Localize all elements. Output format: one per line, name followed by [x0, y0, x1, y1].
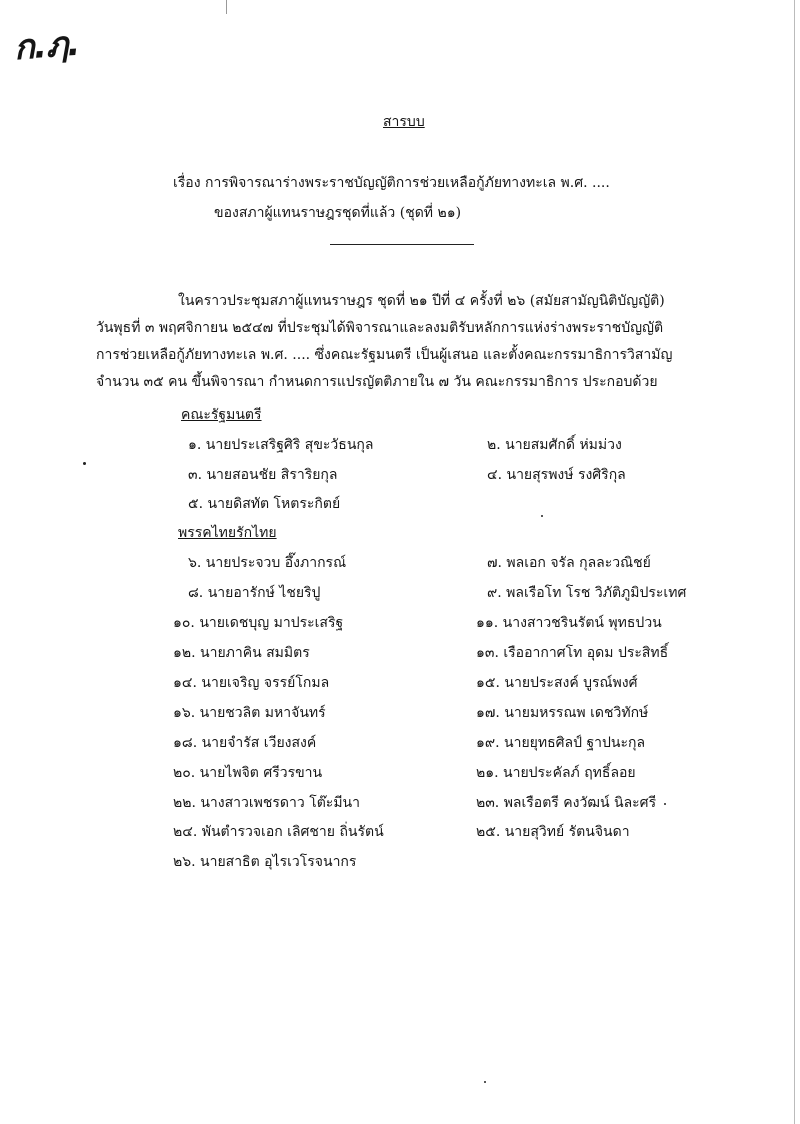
document-title: สารบบ [383, 114, 425, 130]
member-item: ๕. นายดิสทัต โหตระกิตย์ [188, 496, 341, 512]
separator-line [330, 244, 474, 245]
member-item: ๗. พลเอก จรัล กุลละวณิชย์ [487, 555, 651, 571]
member-item: ๒๕. นายสุวิทย์ รัตนจินดา [476, 824, 630, 840]
scan-speck [83, 462, 86, 465]
paragraph-line: วันพุธที่ ๓ พฤศจิกายน ๒๕๔๗ ที่ประชุมได้พิจารณาและลงมติรับหลักการแห่งร่างพระราชบัญญัติ [96, 320, 664, 336]
member-item: ๑๒. นายภาคิน สมมิตร [173, 645, 310, 661]
member-item: ๖. นายประจวบ อึ๊งภากรณ์ [188, 555, 347, 571]
handwritten-mark: ก.ฦ. [12, 23, 81, 69]
paragraph-line: ในคราวประชุมสภาผู้แทนราษฎร ชุดที่ ๒๑ ปีที่ ๔ ครั้งที่ ๒๖ (สมัยสามัญนิติบัญญัติ) [178, 293, 665, 309]
member-item: ๑๐. นายเดชบุญ มาประเสริฐ [173, 615, 344, 631]
group-heading-party: พรรคไทยรักไทย [178, 525, 277, 541]
group-heading-cabinet: คณะรัฐมนตรี [181, 407, 262, 423]
member-item: ๙. พลเรือโท โรช วิภัติภูมิประเทศ [487, 585, 687, 601]
member-item: ๑. นายประเสริฐศิริ สุขะวัธนกุล [188, 437, 374, 453]
member-item: ๑๙. นายยุทธศิลป์ ฐาปนะกุล [476, 735, 646, 751]
scan-speck [484, 1081, 486, 1083]
member-item: ๑๕. นายประสงค์ บูรณ์พงศ์ [476, 675, 638, 691]
scan-speck [541, 515, 543, 517]
member-item: ๘. นายอารักษ์ ไชยริปู [188, 585, 321, 601]
member-item: ๒๐. นายไพจิต ศรีวรขาน [173, 765, 323, 781]
scan-right-edge [794, 0, 795, 1124]
body-paragraph [96, 288, 696, 396]
member-item: ๒๑. นายประคัลภ์ ฤทธิ์ลอย [476, 765, 636, 781]
paragraph-line: การช่วยเหลือกู้ภัยทางทะเล พ.ศ. .... ซึ่งคณะรัฐมนตรี เป็นผู้เสนอ และตั้งคณะกรรมาธิการวิสามัญ [96, 347, 673, 363]
scan-speck [664, 803, 666, 805]
member-item: ๒. นายสมศักดิ์ ห่มม่วง [487, 437, 622, 453]
member-item: ๒๒. นางสาวเพชรดาว โต๊ะมีนา [173, 795, 360, 811]
subject-line-1: เรื่อง การพิจารณาร่างพระราชบัญญัติการช่วยเหลือกู้ภัยทางทะเล พ.ศ. .... [173, 175, 610, 191]
member-item: ๒๖. นายสาธิต อุไรเวโรจนากร [173, 854, 357, 870]
subject-line-2: ของสภาผู้แทนราษฎรชุดที่แล้ว (ชุดที่ ๒๑) [214, 205, 462, 221]
member-item: ๑๖. นายชวลิต มหาจันทร์ [173, 705, 326, 721]
member-item: ๔. นายสุรพงษ์ รงศิริกุล [487, 467, 626, 483]
member-item: ๒๔. พันตำรวจเอก เลิศชาย ถิ่นรัตน์ [173, 824, 384, 840]
member-item: ๑๔. นายเจริญ จรรย์โกมล [173, 675, 330, 691]
paragraph-line: จำนวน ๓๕ คน ขึ้นพิจารณา กำหนดการแปรญัตติภายใน ๗ วัน คณะกรรมาธิการ ประกอบด้วย [96, 374, 658, 390]
member-item: ๓. นายสอนชัย สิราริยกุล [188, 467, 338, 483]
member-item: ๑๘. นายจำรัส เวียงสงค์ [173, 735, 317, 751]
scan-edge-mark [226, 0, 227, 14]
member-item: ๑๑. นางสาวชรินรัตน์ พุทธปวน [476, 615, 662, 631]
member-item: ๑๓. เรืออากาศโท อุดม ประสิทธิ์ [476, 645, 669, 661]
member-item: ๒๓. พลเรือตรี คงวัฒน์ นิละศรี [476, 795, 657, 811]
member-item: ๑๗. นายมหรรณพ เดชวิทักษ์ [476, 705, 649, 721]
